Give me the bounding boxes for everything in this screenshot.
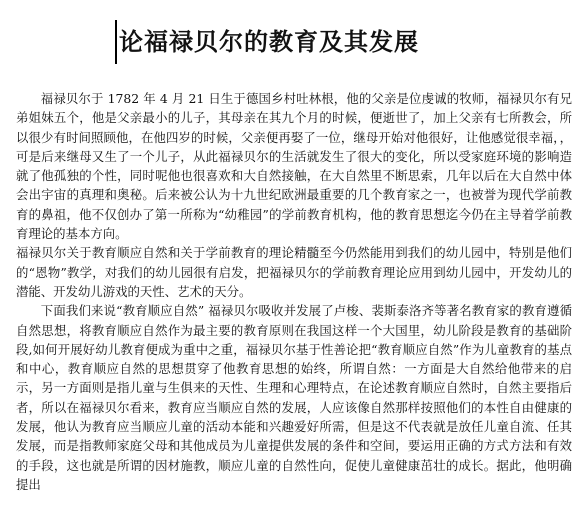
- text-cursor: [115, 20, 117, 64]
- document-body[interactable]: [16, 89, 572, 494]
- paragraph-1[interactable]: 福禄贝尔于 1782 年 4 月 21 日生于德国乡村吐林根，他的父亲是位虔诚的牧师，福禄贝尔有兄弟姐妹五个，他是父亲最小的儿子，其母亲在其九个月的时候，便逝世了，加上父亲有七所教会，所以很少有时间照顾他，在他四岁的时候，父亲便再娶了一位，继母开始对他很好，让他感觉很幸福，，可是后来继母又生了一个儿子，从此福禄贝尔的生活就发生了很大的变化，所以受家庭环境的影响造就了他孤独的个性，同时呢他也很喜欢和大自然接触，在大自然里不断思索，几年以后在大自然中体会出宇宙的真理和奥秘。后来被公认为十九世纪欧洲最重要的几个教育家之一，也被誉为现代学前教育的鼻祖，他不仅创办了第一所称为“幼稚园”的学前教育机构，他的教育思想迄今仍在主导着学前教育理论的基本方向。: [16, 91, 572, 242]
- paragraph-2[interactable]: 福禄贝尔关于教育顺应自然和关于学前教育的理论精髓至今仍然能用到我们的幼儿园中，特别是他们的“恩物”教学，对我们的幼儿园很有启发，把福禄贝尔的学前教育理论应用到幼儿园中，开发幼儿的潜能、开发幼儿游戏的天性、艺术的天分。: [16, 245, 572, 299]
- document-title[interactable]: 论福禄贝尔的教育及其发展: [119, 27, 419, 56]
- paragraph-3[interactable]: 下面我们来说“教育顺应自然” 福禄贝尔吸收并发展了卢梭、裴斯泰洛齐等著名教育家的教育遵循自然思想，将教育顺应自然作为最主要的教育原则在我国这样一个大国里，幼儿阶段是教育的基础阶段,如何开展好幼儿教育便成为重中之重，福禄贝尔基于性善论把“教育顺应自然”作为儿童教育的基点和中心，教育顺应自然的思想贯穿了他教育思想的始终，所谓自然：一方面是大自然给他带来的启示，另一方面则是指儿童与生俱来的天性、生理和心理特点，在论述教育顺应自然时，自然主要指后者，所以在福禄贝尔看来，教育应当顺应自然的发展，人应该像自然那样按照他们的本性自由健康的发展，他认为教育应当顺应儿童的活动本能和兴趣爱好所需，但是这不代表就是放任儿童自流、任其发展，而是指教师家庭父母和其他成员为儿童提供发展的条件和空间，要运用正确的方式方法和有效的手段，这也就是所谓的因材施教，顺应儿童的自然性向，促使儿童健康茁壮的成长。据此，他明确提出: [16, 303, 572, 492]
